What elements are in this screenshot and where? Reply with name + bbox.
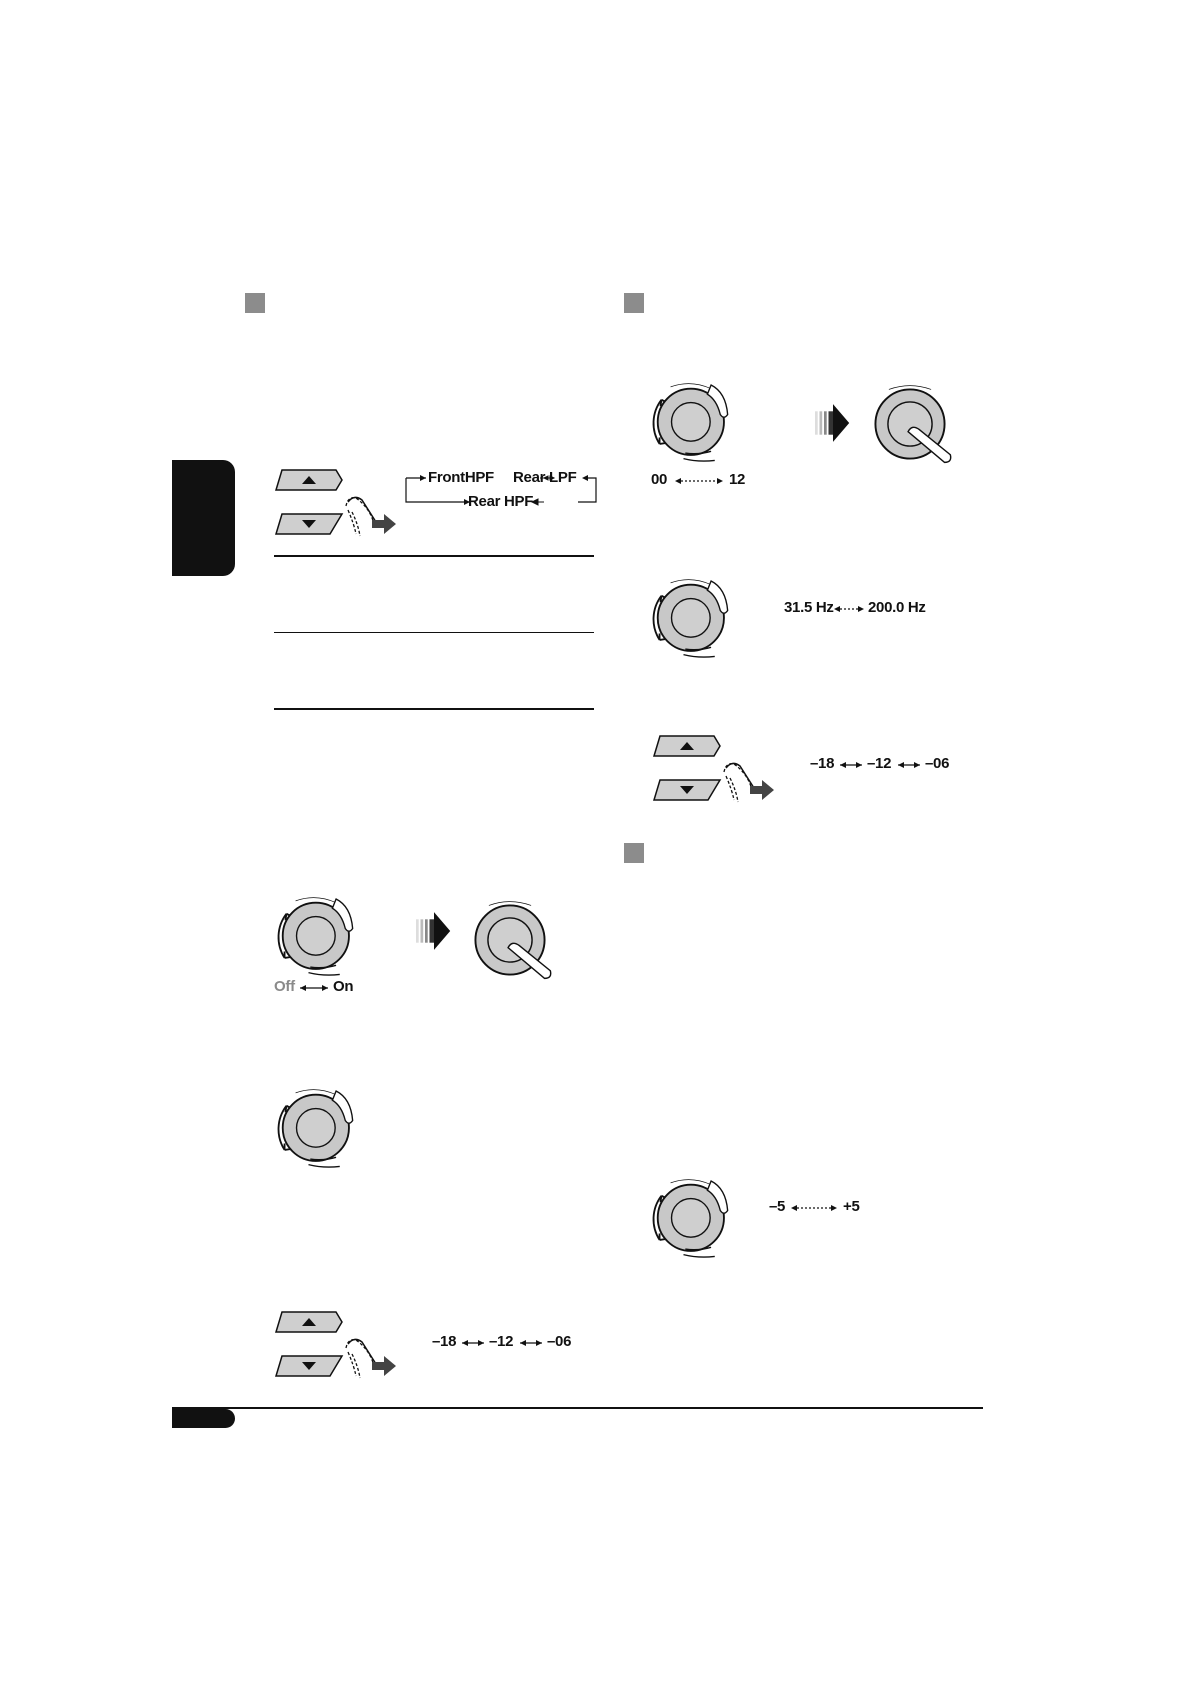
up-down-buttons-icon[interactable] <box>274 1310 404 1380</box>
filter-rear-hpf: Rear HPF <box>468 493 534 510</box>
level-value: –12 <box>489 1333 514 1350</box>
arrow-right-icon <box>815 398 851 448</box>
level-value: –12 <box>867 755 892 772</box>
page-number-tab <box>172 1409 235 1428</box>
section-marker <box>624 293 644 313</box>
bottom-rule <box>172 1407 983 1409</box>
level-value: –06 <box>925 755 950 772</box>
option-on: On <box>333 978 354 995</box>
level-value: –06 <box>547 1333 572 1350</box>
filter-front-hpf: FrontHPF <box>428 469 494 486</box>
section-marker <box>624 843 644 863</box>
control-dial-icon[interactable] <box>643 374 735 466</box>
double-arrow <box>518 1338 544 1348</box>
level-value: –18 <box>810 755 835 772</box>
up-down-buttons-icon[interactable] <box>652 734 782 804</box>
divider <box>274 632 594 633</box>
freq-max: 200.0 Hz <box>868 599 926 616</box>
adjust-min: –5 <box>769 1198 786 1215</box>
up-down-buttons-icon[interactable] <box>274 468 404 538</box>
filter-rear-lpf: Rear LPF <box>513 469 577 486</box>
option-off: Off <box>274 978 295 995</box>
level-value: –18 <box>432 1333 457 1350</box>
dotted-double-arrow <box>789 1203 839 1213</box>
divider <box>274 708 594 710</box>
range-min: 00 <box>651 471 668 488</box>
language-tab <box>172 460 235 576</box>
freq-min: 31.5 Hz <box>784 599 834 616</box>
control-dial-icon[interactable] <box>643 570 735 662</box>
range-max: 12 <box>729 471 746 488</box>
dial-press-icon[interactable] <box>862 376 958 472</box>
double-arrow <box>460 1338 486 1348</box>
divider <box>274 555 594 557</box>
control-dial-icon[interactable] <box>268 888 360 980</box>
dial-press-icon[interactable] <box>462 892 558 988</box>
dotted-double-arrow <box>832 604 866 614</box>
arrow-right-icon <box>416 906 452 956</box>
control-dial-icon[interactable] <box>268 1080 360 1172</box>
double-arrow <box>896 760 922 770</box>
double-arrow <box>838 760 864 770</box>
double-arrow <box>298 983 330 993</box>
dotted-double-arrow <box>673 476 725 486</box>
adjust-max: +5 <box>843 1198 860 1215</box>
control-dial-icon[interactable] <box>643 1170 735 1262</box>
section-marker <box>245 293 265 313</box>
